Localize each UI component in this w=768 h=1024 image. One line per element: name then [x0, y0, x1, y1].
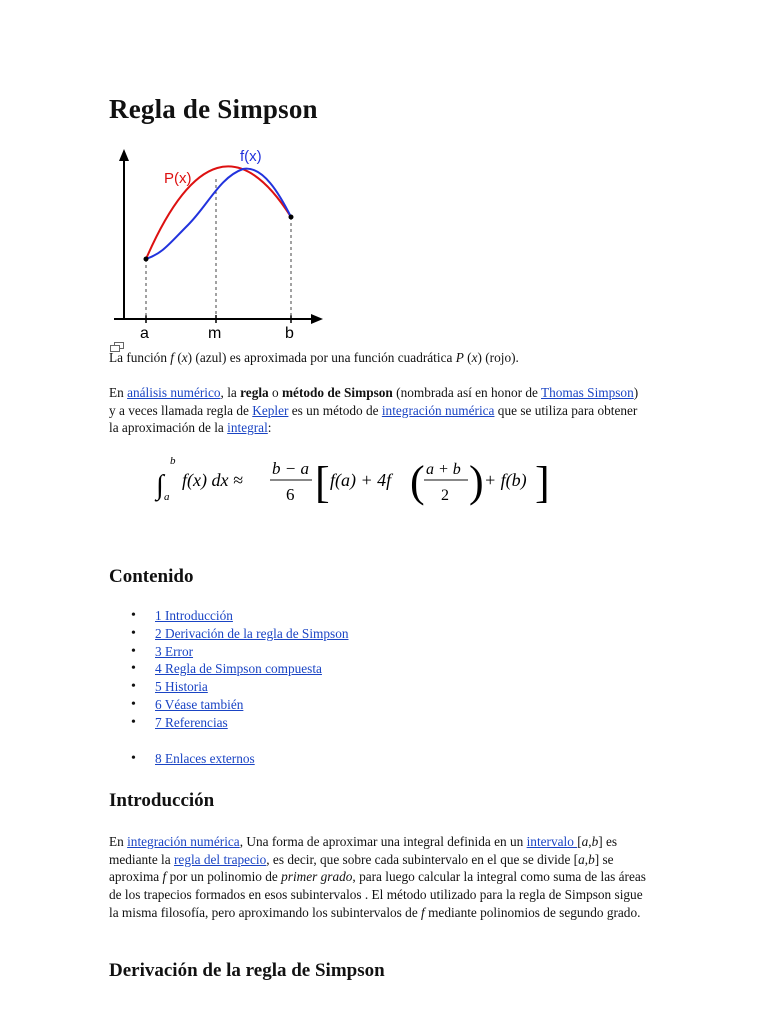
- link-integracion-numerica[interactable]: integración numérica: [381, 402, 495, 418]
- link-analisis-numerico[interactable]: análisis numérico: [127, 385, 221, 400]
- inner-den: 2: [441, 487, 449, 504]
- toc-item: [109, 625, 349, 643]
- link-thomas-simpson[interactable]: Thomas Simpson: [541, 385, 634, 400]
- section-heading-derivacion: Derivación de la regla de Simpson: [109, 960, 385, 981]
- integrand: f(x) dx ≈: [182, 470, 243, 490]
- x-axis-arrow: [311, 314, 323, 324]
- link-regla-del-trapecio[interactable]: regla del trapecio: [173, 851, 267, 867]
- contents-heading: Contenido: [109, 566, 194, 587]
- integral-sign: ∫: [156, 470, 164, 501]
- point-a: [144, 257, 149, 262]
- link-integral[interactable]: integral: [227, 420, 268, 436]
- toc-link-compuesta[interactable]: 4 Regla de Simpson compuesta: [155, 661, 322, 677]
- toc-link-enlaces-externos[interactable]: 8 Enlaces externos: [155, 750, 255, 766]
- toc-link-error[interactable]: 3 Error: [155, 643, 194, 659]
- intro-paragraph: En análisis numérico, la regla o método de Simpson (nombrada así en honor de Thomas Simpson) y a veces llamada regla de Kepler es un método de integración numérica que se utiliza para obtener la aproximación de la integral:: [109, 385, 639, 436]
- right-bracket: ]: [535, 458, 550, 507]
- point-b: [289, 215, 294, 220]
- toc-item: [109, 714, 349, 732]
- toc-link-introduccion[interactable]: 1 Introducción: [155, 608, 233, 623]
- label-a: a: [140, 325, 149, 342]
- inner-num: a + b: [426, 461, 461, 478]
- left-bracket: [: [315, 458, 330, 507]
- y-axis-arrow: [119, 149, 129, 161]
- table-of-contents: [109, 607, 349, 767]
- toc-item: [109, 607, 349, 625]
- label-b: b: [285, 325, 294, 342]
- toc-link-historia[interactable]: 5 Historia: [155, 679, 208, 695]
- term-2: + f(b): [484, 470, 527, 490]
- toc-link-referencias[interactable]: 7 Referencias: [155, 714, 228, 730]
- toc-item: [109, 660, 349, 678]
- page-title: Regla de Simpson: [109, 94, 318, 124]
- simpson-figure: [108, 145, 333, 350]
- link-kepler[interactable]: Kepler: [252, 402, 289, 418]
- left-paren: (: [410, 457, 425, 506]
- toc-item: [109, 643, 349, 661]
- toc-link-vease-tambien[interactable]: 6 Véase también: [155, 696, 244, 712]
- link-integracion-numerica-2[interactable]: integración numérica: [127, 834, 240, 849]
- link-intervalo[interactable]: intervalo: [526, 834, 578, 849]
- section-heading-introduccion: Introducción: [109, 790, 215, 811]
- simpson-diagram: [108, 145, 333, 350]
- right-paren: ): [469, 457, 484, 506]
- introduccion-paragraph: En integración numérica, Una forma de aproximar una integral definida en un intervalo [a,b] es mediante la regla del trapecio, es decir, que sobre cada subintervalo en el que se divide [a,b] se aproxima f por un polinomio de primer grado, para luego calcular la integral como suma de las áreas de los trapecios formados en esos subintervalos . El método utilizado para la regla de Simpson sigue la misma filosofía, pero aproximando los subintervalos de f mediante polinomios de segundo grado.: [109, 834, 646, 920]
- toc-item: [109, 750, 349, 768]
- label-m: m: [208, 325, 222, 342]
- toc-item: [109, 678, 349, 696]
- term-1: f(a) + 4f: [330, 470, 392, 490]
- label-px: P(x): [164, 170, 192, 187]
- lower-limit: a: [164, 491, 170, 503]
- figure-caption: La función f (x) (azul) es aproximada por una función cuadrática P (x) (rojo).: [109, 350, 519, 365]
- toc-item: [109, 696, 349, 714]
- label-fx: f(x): [240, 148, 262, 165]
- simpson-formula: [150, 452, 550, 512]
- fraction-den: 6: [286, 485, 295, 504]
- formula-svg: [150, 452, 550, 512]
- fraction-num: b − a: [272, 459, 309, 478]
- upper-limit: b: [170, 455, 176, 467]
- toc-link-derivacion[interactable]: 2 Derivación de la regla de Simpson: [155, 625, 349, 641]
